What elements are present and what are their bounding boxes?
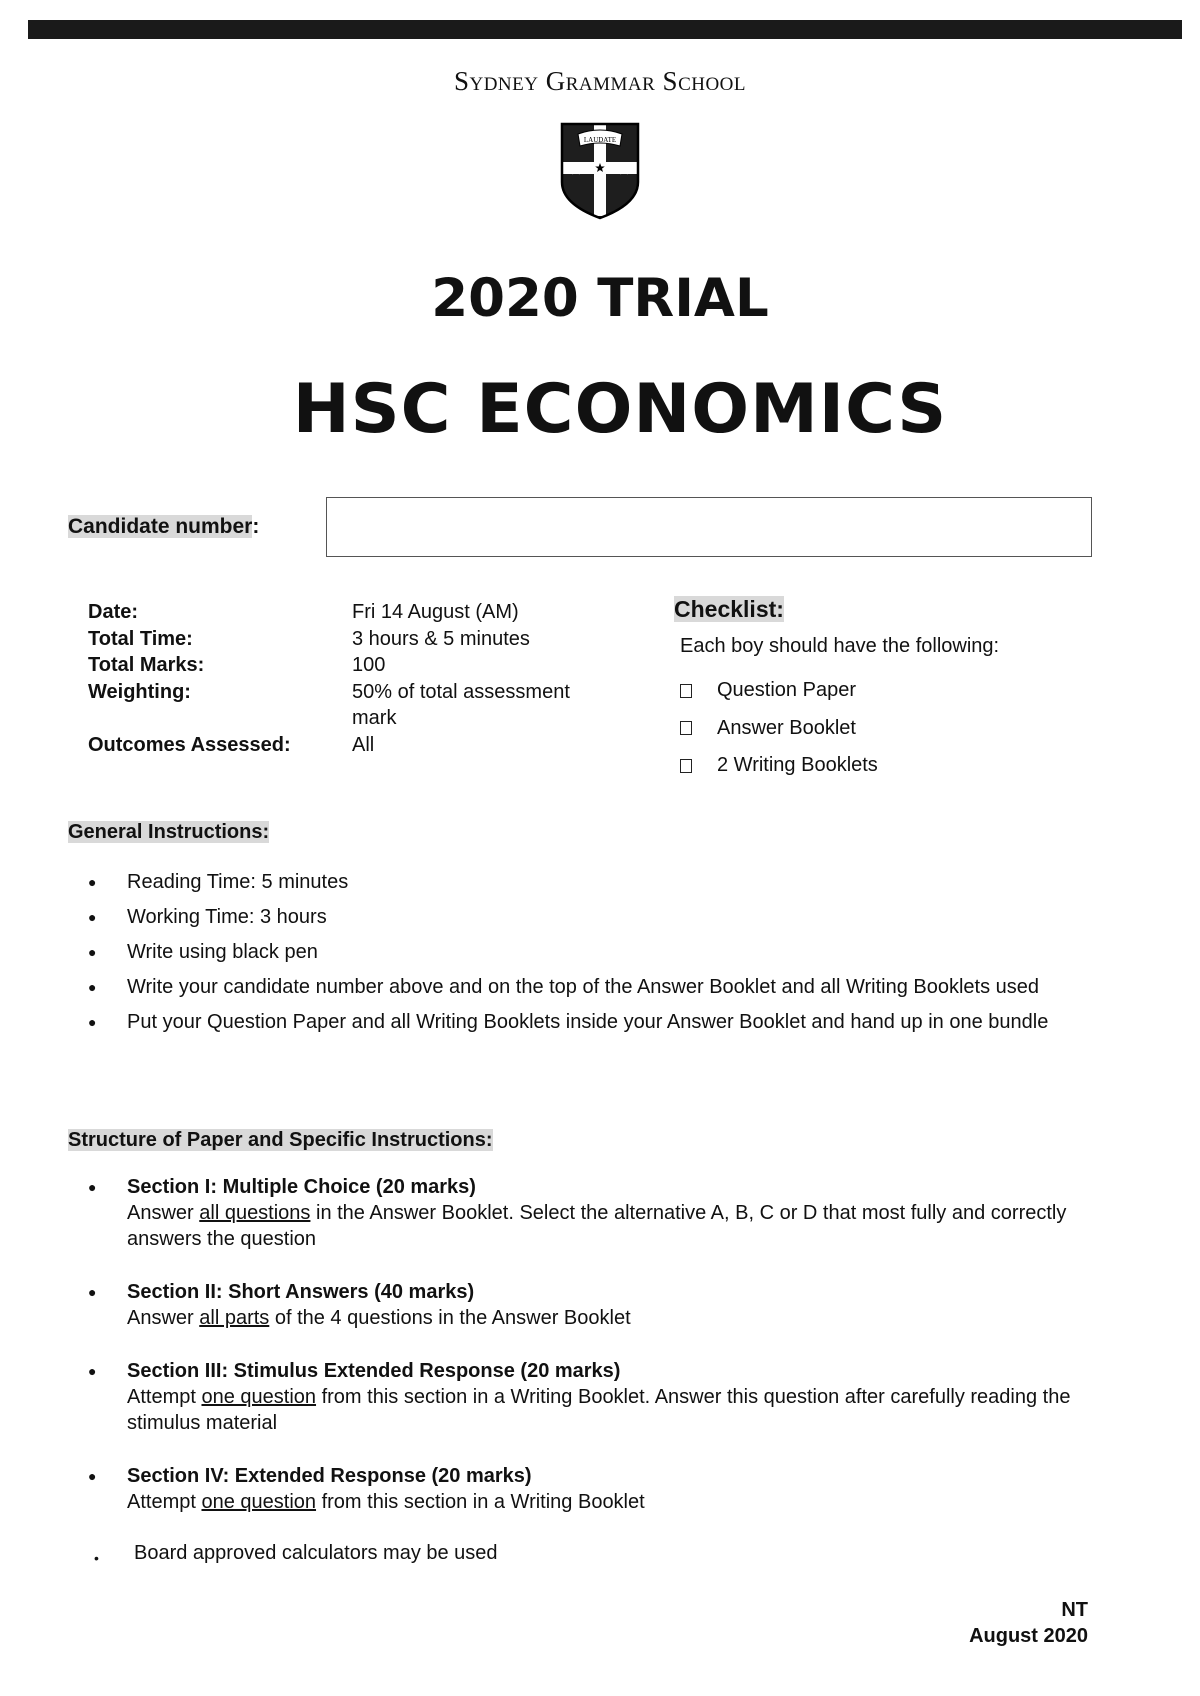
list-item-text: Put your Question Paper and all Writing Booklets inside your Answer Booklet and hand up in one bundle: [127, 1011, 1049, 1033]
section-text-emphasis: one question: [201, 1491, 317, 1513]
section-text-pre: Attempt: [127, 1491, 202, 1513]
checkbox[interactable]: [680, 759, 692, 773]
section-text-post: from this section in a Writing Booklet. Answer this question after carefully reading the stimulus material: [127, 1386, 1071, 1434]
checklist-item-label: 2 Writing Booklets: [717, 754, 878, 777]
exam-subject-title: HSC ECONOMICS: [292, 370, 948, 449]
bullet-icon: ●: [88, 909, 97, 925]
section-item: [88, 1174, 1168, 1252]
school-name: Sydney Grammar School: [453, 66, 747, 96]
candidate-number-colon: :: [252, 515, 260, 538]
bullet-icon: ●: [88, 1014, 97, 1030]
general-instructions-list: [88, 866, 1168, 1041]
candidate-number-field[interactable]: [326, 497, 1092, 557]
section-title: Section III: Stimulus Extended Response (20 marks): [127, 1360, 621, 1382]
section-title: Section II: Short Answers (40 marks): [127, 1281, 475, 1303]
structure-heading-text: Structure of Paper and Specific Instructions:: [68, 1129, 493, 1151]
structure-list: [88, 1174, 1168, 1542]
section-item: [88, 1463, 1168, 1515]
exam-details: [88, 599, 582, 758]
list-item-text: Reading Time: 5 minutes: [127, 871, 349, 893]
candidate-number-label-text: Candidate number: [68, 515, 253, 538]
detail-label: Outcomes Assessed:: [88, 733, 291, 756]
footer-initials: NT: [1061, 1599, 1088, 1621]
checklist-heading-text: Checklist:: [674, 596, 784, 622]
top-rule: [28, 20, 1182, 39]
structure-heading: [68, 1129, 493, 1152]
detail-label: Weighting:: [88, 680, 191, 703]
detail-value: All: [352, 733, 375, 756]
checkbox[interactable]: [680, 721, 692, 735]
section-text-pre: Answer: [127, 1307, 200, 1329]
checklist-heading: [674, 596, 784, 623]
bullet-icon: ●: [88, 1363, 97, 1379]
section-text-emphasis: one question: [201, 1386, 317, 1408]
checklist-intro: Each boy should have the following:: [680, 635, 1000, 657]
detail-row-outcomes: [88, 732, 582, 759]
calculator-note: [94, 1542, 498, 1575]
bullet-icon: ●: [88, 1468, 97, 1484]
detail-value: 100: [352, 654, 386, 676]
general-instructions-heading: [68, 821, 269, 844]
footer: [969, 1597, 1088, 1649]
bullet-icon: ●: [88, 1179, 97, 1195]
section-description: [127, 1200, 1117, 1252]
section-title: Section IV: Extended Response (20 marks): [127, 1465, 532, 1487]
detail-row-total-marks: [88, 652, 582, 679]
checklist-item-label: Answer Booklet: [717, 716, 856, 739]
bullet-icon: ●: [88, 944, 97, 960]
checkbox[interactable]: [680, 684, 692, 698]
detail-value: Fri 14 August (AM): [352, 601, 519, 623]
section-text-pre: Attempt: [127, 1386, 202, 1408]
list-item: [88, 1006, 1168, 1039]
list-item: [88, 866, 1168, 899]
calculator-note-text: Board approved calculators may be used: [134, 1542, 498, 1564]
section-text-post: in the Answer Booklet. Select the alternative A, B, C or D that most fully and correctly answers the question: [127, 1202, 1067, 1250]
bullet-icon: ●: [88, 1284, 97, 1300]
exam-year-title: 2020 TRIAL: [431, 268, 769, 329]
checklist-item: [680, 710, 878, 748]
section-text-pre: Answer: [127, 1202, 200, 1224]
checklist-item-label: Question Paper: [717, 679, 856, 702]
bullet-icon: ●: [88, 874, 97, 890]
detail-label: Total Time:: [88, 627, 193, 650]
checklist: [680, 672, 878, 785]
bullet-icon: ●: [88, 979, 97, 995]
general-instructions-heading-text: General Instructions:: [68, 821, 270, 843]
section-title: Section I: Multiple Choice (20 marks): [127, 1176, 476, 1198]
list-item: [88, 901, 1168, 934]
section-item: [88, 1358, 1168, 1436]
detail-value: 50% of total assessment mark: [352, 680, 570, 729]
svg-text:LAUDATE: LAUDATE: [583, 136, 617, 144]
school-crest-logo: [558, 120, 642, 222]
list-item: [88, 971, 1168, 1004]
candidate-number-label: [68, 515, 259, 539]
section-text-emphasis: all parts: [199, 1307, 270, 1329]
footer-date: August 2020: [969, 1625, 1088, 1647]
list-item: [88, 936, 1168, 969]
section-item: [88, 1279, 1168, 1331]
bullet-icon: •: [94, 1550, 99, 1566]
detail-row-date: [88, 599, 582, 626]
detail-row-total-time: [88, 626, 582, 653]
section-description: [127, 1305, 1117, 1331]
checklist-item: [680, 747, 878, 785]
section-text-emphasis: all questions: [199, 1202, 311, 1224]
section-text-post: of the 4 questions in the Answer Booklet: [269, 1307, 631, 1329]
list-item-text: Write using black pen: [127, 941, 318, 963]
detail-value: 3 hours & 5 minutes: [352, 627, 530, 650]
list-item-text: Working Time: 3 hours: [127, 906, 327, 928]
section-description: [127, 1384, 1117, 1436]
detail-row-weighting: [88, 679, 582, 732]
list-item-text: Write your candidate number above and on the top of the Answer Booklet and all Writing Booklets used: [127, 976, 1040, 998]
checklist-item: [680, 672, 878, 710]
detail-label: Total Marks:: [88, 654, 205, 676]
detail-label: Date:: [88, 601, 139, 623]
section-text-post: from this section in a Writing Booklet: [316, 1491, 645, 1513]
section-description: [127, 1489, 1117, 1515]
